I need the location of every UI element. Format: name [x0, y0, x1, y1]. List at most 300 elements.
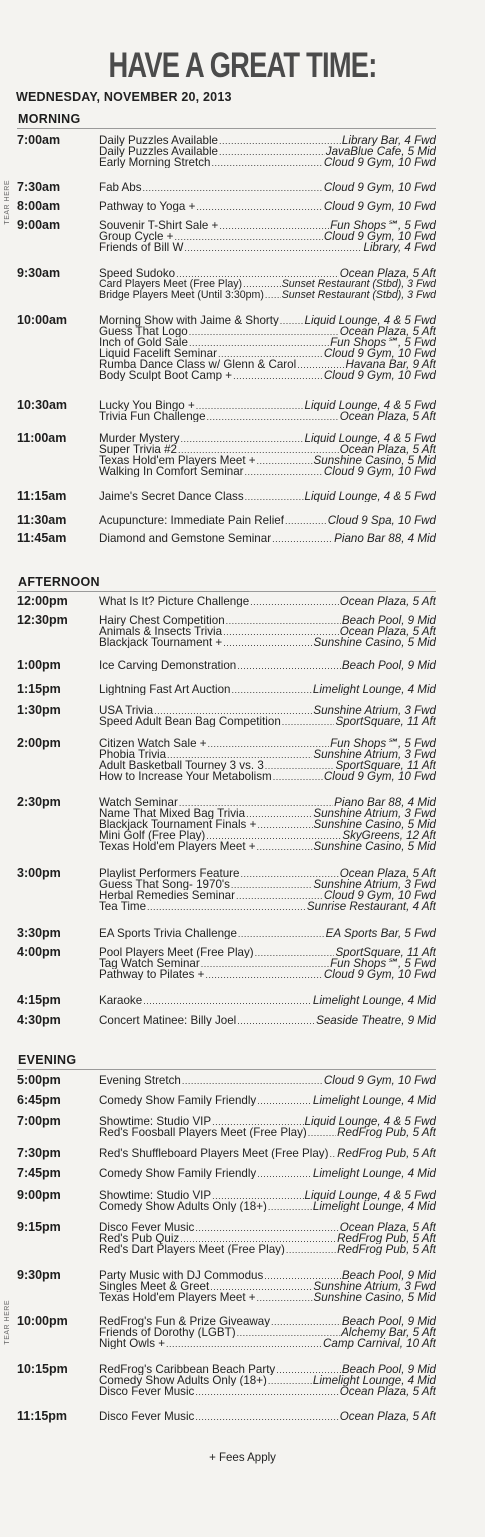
dot-leader: [180, 1234, 336, 1244]
event-row: [99, 1015, 436, 1026]
event-location: Cloud 9 Spa, 10 Fwd: [327, 515, 436, 526]
event-name: Comedy Show Family Friendly: [99, 1095, 257, 1106]
event-row: [99, 1327, 436, 1338]
dot-leader: [166, 1339, 322, 1349]
event-row: [99, 830, 436, 841]
dot-leader: [178, 445, 339, 455]
tear-here-label-bottom: TEAR HERE: [4, 1300, 11, 1345]
dot-leader: [237, 1328, 340, 1338]
event-location: Camp Carnival, 10 Aft: [323, 1338, 436, 1349]
dot-leader: [257, 842, 313, 852]
event-row: [99, 684, 436, 695]
event-name: Body Sculpt Boot Camp +: [99, 370, 233, 381]
event-row: [99, 749, 436, 760]
event-name: Friends of Dorothy (LGBT): [99, 1327, 236, 1338]
event-row: [99, 879, 436, 890]
slot-events: [99, 1316, 436, 1349]
event-name: Herbal Remedies Seminar: [99, 890, 235, 901]
dot-leader: [265, 761, 335, 771]
event-name: Super Trivia #2: [99, 444, 177, 455]
event-location: Beach Pool, 9 Mid: [341, 660, 436, 671]
dot-leader: [212, 1191, 303, 1201]
slot-events: [99, 268, 436, 301]
event-location: RedFrog Pub, 5 Aft: [337, 1127, 436, 1138]
event-location: Sunrise Restaurant, 4 Aft: [306, 901, 436, 912]
event-row: [99, 433, 436, 444]
event-name: Trivia Fun Challenge: [99, 411, 206, 422]
event-name: Murder Mystery: [99, 433, 180, 444]
event-location: Sunshine Atrium, 3 Fwd: [313, 1281, 436, 1292]
slot-events: [99, 135, 436, 168]
event-location: Sunset Restaurant (Stbd), 3 Fwd: [281, 279, 436, 290]
slot-time: 11:15pm: [17, 1409, 68, 1423]
slot-events: [99, 928, 436, 939]
event-location: Fun Shops℠, 5 Fwd: [330, 337, 436, 348]
slot-events: [99, 684, 436, 695]
event-name: Walking In Comfort Seminar: [99, 466, 244, 477]
event-name: Showtime: Studio VIP: [99, 1116, 212, 1127]
event-name: Party Music with DJ Commodus: [99, 1270, 264, 1281]
event-name: Inch of Gold Sale: [99, 337, 188, 348]
event-row: [99, 444, 436, 455]
slot-events: [99, 660, 436, 671]
dot-leader: [195, 1387, 338, 1397]
event-name: Texas Hold'em Players Meet +: [99, 841, 256, 852]
event-row: [99, 279, 436, 290]
event-location: Liquid Lounge, 4 & 5 Fwd: [304, 1116, 436, 1127]
event-row: [99, 626, 436, 637]
slot-time: 7:30am: [17, 180, 61, 194]
event-name: Citizen Watch Sale +: [99, 738, 207, 749]
event-name: Ice Carving Demonstration: [99, 660, 237, 671]
event-location: Fun Shops℠, 5 Fwd: [330, 220, 436, 231]
slot-events: [99, 1190, 436, 1212]
dot-leader: [212, 1117, 303, 1127]
event-name: Jaime's Secret Dance Class: [99, 491, 244, 502]
event-location: Cloud 9 Gym, 10 Fwd: [323, 370, 436, 381]
section-title-morning: MORNING: [18, 112, 81, 126]
dot-leader: [182, 1076, 323, 1086]
slot-events: [99, 491, 436, 502]
event-name: Bridge Players Meet (Until 3:30pm): [99, 290, 264, 301]
event-name: Hairy Chest Competition: [99, 615, 225, 626]
event-location: Ocean Plaza, 5 Aft: [339, 1411, 436, 1422]
event-row: [99, 201, 436, 212]
dot-leader: [219, 221, 329, 231]
event-location: Sunshine Casino, 5 Mid: [313, 637, 436, 648]
dot-leader: [196, 401, 304, 411]
slot-time: 9:00am: [17, 218, 61, 232]
event-location: Sunshine Casino, 5 Mid: [313, 841, 436, 852]
event-row: [99, 455, 436, 466]
event-location: Library, 4 Fwd: [363, 242, 436, 253]
event-name: USA Trivia: [99, 705, 154, 716]
slot-events: [99, 1075, 436, 1086]
event-name: Speed Adult Bean Bag Competition: [99, 716, 281, 727]
event-location: Cloud 9 Gym, 10 Fwd: [323, 157, 436, 168]
event-name: EA Sports Trivia Challenge: [99, 928, 237, 939]
dot-leader: [219, 147, 325, 157]
event-row: [99, 995, 436, 1006]
event-name: Guess That Logo: [99, 326, 188, 337]
dot-leader: [286, 1245, 336, 1255]
event-location: Liquid Lounge, 4 & 5 Fwd: [304, 1190, 436, 1201]
slot-time: 4:15pm: [17, 993, 61, 1007]
event-name: Comedy Show Adults Only (18+): [99, 1201, 267, 1212]
event-location: Cloud 9 Gym, 10 Fwd: [323, 771, 436, 782]
event-location: Piano Bar 88, 4 Mid: [334, 797, 436, 808]
slot-events: [99, 615, 436, 648]
event-row: [99, 1168, 436, 1179]
section-divider: [17, 128, 436, 129]
event-name: Pathway to Yoga +: [99, 201, 196, 212]
event-row: [99, 1116, 436, 1127]
event-location: Cloud 9 Gym, 10 Fwd: [323, 348, 436, 359]
event-location: SportSquare, 11 Aft: [335, 760, 436, 771]
event-location: Limelight Lounge, 4 Mid: [312, 1201, 436, 1212]
dot-leader: [268, 1202, 312, 1212]
slot-time: 4:30pm: [17, 1013, 61, 1027]
event-location: Havana Bar, 9 Aft: [345, 359, 436, 370]
slot-time: 7:30pm: [17, 1146, 61, 1160]
event-location: Sunshine Casino, 5 Mid: [313, 1292, 436, 1303]
event-row: [99, 760, 436, 771]
slot-events: [99, 1411, 436, 1422]
event-name: Texas Hold'em Players Meet +: [99, 1292, 256, 1303]
event-row: [99, 1281, 436, 1292]
event-row: [99, 242, 436, 253]
slot-time: 6:45pm: [17, 1093, 61, 1107]
slot-events: [99, 515, 436, 526]
event-row: [99, 157, 436, 168]
event-location: Sunshine Casino, 5 Mid: [313, 455, 436, 466]
event-location: Alchemy Bar, 5 Aft: [341, 1327, 436, 1338]
event-name: Disco Fever Music: [99, 1222, 195, 1233]
event-row: [99, 1148, 436, 1159]
event-row: [99, 1338, 436, 1349]
dot-leader: [236, 891, 323, 901]
event-location: Ocean Plaza, 5 Aft: [339, 411, 436, 422]
event-name: Red's Pub Quiz: [99, 1233, 180, 1244]
event-row: [99, 615, 436, 626]
dot-leader: [208, 739, 330, 749]
event-name: Animals & Insects Trivia: [99, 626, 223, 637]
event-location: Sunset Restaurant (Stbd), 3 Fwd: [281, 290, 436, 301]
event-row: [99, 400, 436, 411]
dot-leader: [285, 516, 327, 526]
dot-leader: [250, 597, 339, 607]
event-name: Tag Watch Seminar: [99, 958, 200, 969]
event-location: RedFrog Pub, 5 Aft: [337, 1148, 436, 1159]
event-row: [99, 337, 436, 348]
event-location: Fun Shops℠, 5 Fwd: [330, 738, 436, 749]
event-row: [99, 515, 436, 526]
event-row: [99, 1222, 436, 1233]
slot-events: [99, 220, 436, 253]
event-row: [99, 771, 436, 782]
slot-time: 12:00pm: [17, 594, 68, 608]
dot-leader: [211, 158, 322, 168]
event-row: [99, 1316, 436, 1327]
event-row: [99, 1127, 436, 1138]
event-location: Cloud 9 Gym, 10 Fwd: [323, 201, 436, 212]
dot-leader: [257, 1293, 313, 1303]
event-location: Ocean Plaza, 5 Aft: [339, 444, 436, 455]
dot-leader: [233, 371, 323, 381]
dot-leader: [257, 820, 312, 830]
dot-leader: [201, 959, 329, 969]
dot-leader: [246, 809, 312, 819]
event-location: Limelight Lounge, 4 Mid: [312, 995, 436, 1006]
event-row: [99, 1095, 436, 1106]
event-row: [99, 890, 436, 901]
event-name: Texas Hold'em Players Meet +: [99, 455, 256, 466]
event-name: Blackjack Tournament +: [99, 637, 223, 648]
event-name: Red's Foosball Players Meet (Free Play): [99, 1127, 307, 1138]
section-title-afternoon: AFTERNOON: [18, 575, 100, 589]
event-name: Tea Time: [99, 901, 147, 912]
event-location: Ocean Plaza, 5 Aft: [339, 596, 436, 607]
slot-time: 1:30pm: [17, 703, 61, 717]
event-name: Liquid Facelift Seminar: [99, 348, 217, 359]
event-location: Sunshine Atrium, 3 Fwd: [313, 808, 436, 819]
event-row: [99, 220, 436, 231]
dot-leader: [280, 316, 304, 326]
event-location: SportSquare, 11 Aft: [335, 716, 436, 727]
dot-leader: [243, 279, 281, 290]
dot-leader: [219, 136, 341, 146]
event-name: Acupuncture: Immediate Pain Relief: [99, 515, 284, 526]
event-name: Friends of Bill W: [99, 242, 184, 253]
slot-events: [99, 1168, 436, 1179]
dot-leader: [329, 1149, 336, 1159]
event-name: Adult Basketball Tourney 3 vs. 3: [99, 760, 264, 771]
slot-time: 4:00pm: [17, 945, 61, 959]
dot-leader: [255, 948, 335, 958]
dot-leader: [143, 996, 312, 1006]
slot-time: 2:30pm: [17, 795, 61, 809]
event-location: Ocean Plaza, 5 Aft: [339, 1222, 436, 1233]
event-location: Ocean Plaza, 5 Aft: [339, 1386, 436, 1397]
event-row: [99, 1364, 436, 1375]
event-name: Mini Golf (Free Play): [99, 830, 206, 841]
event-location: Ocean Plaza, 5 Aft: [339, 868, 436, 879]
tear-here-label-top: TEAR HERE: [4, 180, 11, 225]
event-location: Liquid Lounge, 4 & 5 Fwd: [304, 491, 436, 502]
event-name: Name That Mixed Bag Trivia: [99, 808, 246, 819]
event-row: [99, 1075, 436, 1086]
event-row: [99, 231, 436, 242]
slot-events: [99, 182, 436, 193]
event-name: RedFrog's Caribbean Beach Party: [99, 1364, 276, 1375]
slot-time: 10:15pm: [17, 1362, 68, 1376]
event-location: Liquid Lounge, 4 & 5 Fwd: [304, 400, 436, 411]
event-location: JavaBlue Cafe, 5 Mid: [325, 146, 436, 157]
slot-time: 11:15am: [17, 489, 67, 503]
event-name: Daily Puzzles Available: [99, 146, 219, 157]
event-location: Ocean Plaza, 5 Aft: [339, 626, 436, 637]
slot-time: 9:15pm: [17, 1220, 61, 1234]
dot-leader: [272, 534, 333, 544]
event-location: RedFrog Pub, 5 Aft: [337, 1244, 436, 1255]
event-location: Fun Shops℠, 5 Fwd: [330, 958, 436, 969]
event-name: Morning Show with Jaime & Shorty: [99, 315, 279, 326]
slot-events: [99, 596, 436, 607]
section-divider: [17, 591, 436, 592]
event-location: Sunshine Casino, 5 Mid: [313, 819, 436, 830]
dot-leader: [206, 831, 341, 841]
dot-leader: [196, 202, 323, 212]
event-name: Playlist Performers Feature: [99, 868, 240, 879]
dot-leader: [205, 970, 323, 980]
dot-leader: [308, 1128, 336, 1138]
dot-leader: [167, 750, 312, 760]
event-row: [99, 819, 436, 830]
fees-apply-note: + Fees Apply: [209, 1452, 276, 1464]
event-name: Fab Abs: [99, 182, 142, 193]
dot-leader: [176, 269, 339, 279]
dot-leader: [226, 616, 341, 626]
event-row: [99, 841, 436, 852]
dot-leader: [218, 349, 323, 359]
event-row: [99, 182, 436, 193]
dot-leader: [268, 1376, 312, 1386]
dot-leader: [245, 492, 304, 502]
event-location: Sunshine Atrium, 3 Fwd: [313, 879, 436, 890]
slot-time: 10:30am: [17, 398, 68, 412]
event-row: [99, 868, 436, 879]
event-name: Speed Sudoko: [99, 268, 176, 279]
event-row: [99, 797, 436, 808]
slot-events: [99, 1270, 436, 1303]
event-location: RedFrog Pub, 5 Aft: [337, 1233, 436, 1244]
slot-events: [99, 1364, 436, 1397]
event-name: Watch Seminar: [99, 797, 178, 808]
event-name: Daily Puzzles Available: [99, 135, 219, 146]
event-row: [99, 969, 436, 980]
event-name: Evening Stretch: [99, 1075, 181, 1086]
dot-leader: [143, 183, 323, 193]
slot-time: 2:00pm: [17, 736, 61, 750]
slot-events: [99, 868, 436, 912]
event-row: [99, 533, 436, 544]
slot-events: [99, 1222, 436, 1255]
event-row: [99, 958, 436, 969]
slot-time: 8:00am: [17, 199, 61, 213]
slot-time: 11:00am: [17, 431, 67, 445]
event-location: Beach Pool, 9 Mid: [341, 1270, 436, 1281]
slot-events: [99, 315, 436, 381]
event-row: [99, 928, 436, 939]
event-location: SportSquare, 11 Aft: [335, 947, 436, 958]
dot-leader: [154, 706, 312, 716]
event-row: [99, 268, 436, 279]
event-location: Cloud 9 Gym, 10 Fwd: [323, 890, 436, 901]
event-name: Singles Meet & Greet: [99, 1281, 210, 1292]
schedule-date: WEDNESDAY, NOVEMBER 20, 2013: [16, 90, 232, 104]
dot-leader: [231, 880, 312, 890]
event-name: Concert Matinee: Billy Joel: [99, 1015, 237, 1026]
dot-leader: [231, 685, 311, 695]
slot-time: 12:30pm: [17, 613, 68, 627]
dot-leader: [189, 338, 329, 348]
slot-time: 3:00pm: [17, 866, 61, 880]
event-row: [99, 1201, 436, 1212]
event-name: Lightning Fast Art Auction: [99, 684, 231, 695]
event-name: Lucky You Bingo +: [99, 400, 195, 411]
dot-leader: [195, 1223, 338, 1233]
event-name: Comedy Show Adults Only (18+): [99, 1375, 267, 1386]
dot-leader: [265, 290, 281, 301]
event-row: [99, 370, 436, 381]
event-location: Limelight Lounge, 4 Mid: [312, 684, 436, 695]
event-location: Limelight Lounge, 4 Mid: [312, 1095, 436, 1106]
slot-time: 7:45pm: [17, 1166, 61, 1180]
dot-leader: [210, 1282, 312, 1292]
event-name: Guess That Song- 1970's: [99, 879, 230, 890]
event-name: Disco Fever Music: [99, 1411, 195, 1422]
event-location: Cloud 9 Gym, 10 Fwd: [323, 231, 436, 242]
dot-leader: [189, 327, 339, 337]
dot-leader: [257, 1169, 312, 1179]
slot-time: 9:30am: [17, 266, 61, 280]
event-row: [99, 808, 436, 819]
dot-leader: [147, 902, 306, 912]
dot-leader: [181, 434, 304, 444]
event-row: [99, 947, 436, 958]
event-row: [99, 491, 436, 502]
event-location: SkyGreens, 12 Aft: [342, 830, 436, 841]
dot-leader: [174, 232, 322, 242]
event-row: [99, 1292, 436, 1303]
event-location: Beach Pool, 9 Mid: [341, 1316, 436, 1327]
dot-leader: [179, 798, 333, 808]
event-location: Cloud 9 Gym, 10 Fwd: [323, 969, 436, 980]
event-row: [99, 326, 436, 337]
dot-leader: [273, 772, 323, 782]
event-row: [99, 637, 436, 648]
slot-events: [99, 797, 436, 852]
event-name: Night Owls +: [99, 1338, 166, 1349]
event-location: Limelight Lounge, 4 Mid: [312, 1375, 436, 1386]
event-name: Phobia Trivia: [99, 749, 167, 760]
event-name: Rumba Dance Class w/ Glenn & Carol: [99, 359, 297, 370]
dot-leader: [276, 1365, 341, 1375]
event-location: Sunshine Atrium, 3 Fwd: [313, 749, 436, 760]
event-name: Early Morning Stretch: [99, 157, 211, 168]
dot-leader: [223, 627, 339, 637]
event-name: Pool Players Meet (Free Play): [99, 947, 254, 958]
event-name: Karaoke: [99, 995, 143, 1006]
event-row: [99, 1411, 436, 1422]
dot-leader: [223, 638, 312, 648]
event-row: [99, 716, 436, 727]
slot-events: [99, 738, 436, 782]
slot-time: 3:30pm: [17, 926, 61, 940]
dot-leader: [207, 412, 339, 422]
dot-leader: [257, 1096, 312, 1106]
section-title-evening: EVENING: [18, 1053, 77, 1067]
slot-time: 5:00pm: [17, 1073, 61, 1087]
slot-time: 9:30pm: [17, 1268, 61, 1282]
dot-leader: [237, 661, 341, 671]
event-row: [99, 901, 436, 912]
event-row: [99, 348, 436, 359]
event-location: Cloud 9 Gym, 10 Fwd: [323, 182, 436, 193]
slot-events: [99, 533, 436, 544]
event-row: [99, 705, 436, 716]
dot-leader: [282, 717, 335, 727]
